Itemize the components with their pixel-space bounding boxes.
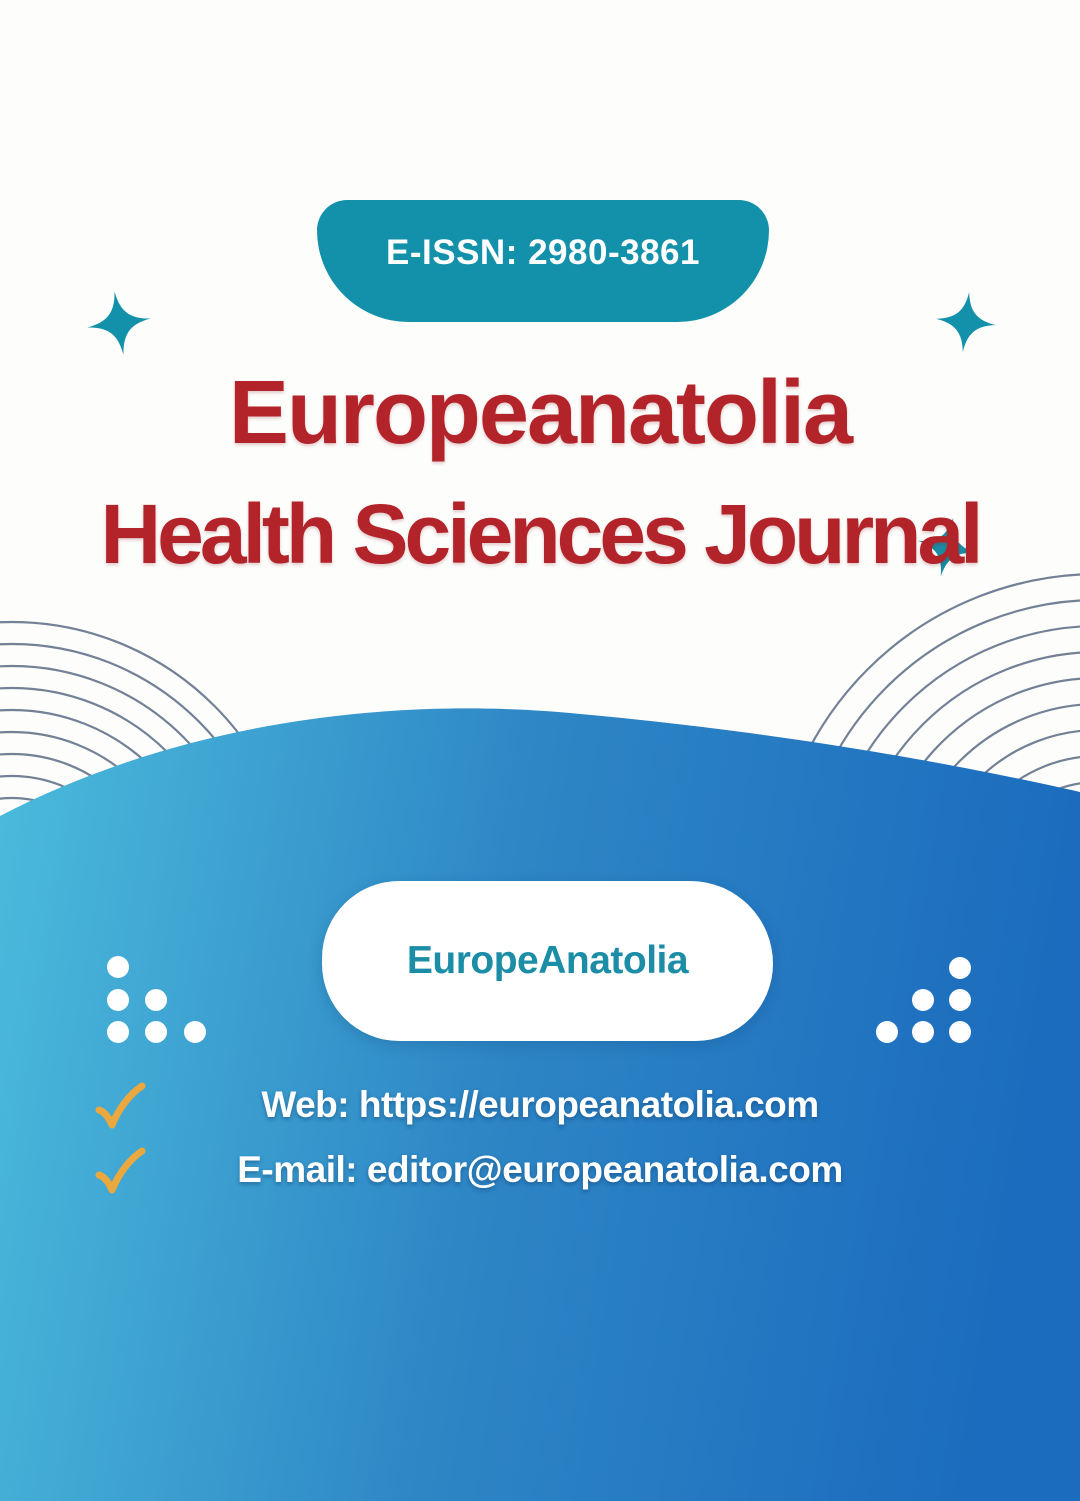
contact-web-row (0, 1080, 1080, 1130)
contact-email-row (0, 1145, 1080, 1195)
check-icon (92, 1147, 148, 1199)
eissn-badge (317, 200, 769, 322)
journal-title-line2: Health Sciences Journal (100, 487, 980, 581)
brand-pill (322, 881, 773, 1041)
check-icon (92, 1082, 148, 1134)
journal-title-line1: Europeanatolia (228, 363, 852, 463)
website-url: Web: https://europeanatolia.com (261, 1084, 819, 1125)
sparkle-icon (86, 288, 152, 358)
sparkle-icon (934, 288, 998, 356)
email-address: E-mail: editor@europeanatolia.com (237, 1149, 843, 1190)
eissn-label: E-ISSN: 2980-3861 (386, 233, 700, 272)
brand-label: EuropeAnatolia (406, 939, 689, 982)
